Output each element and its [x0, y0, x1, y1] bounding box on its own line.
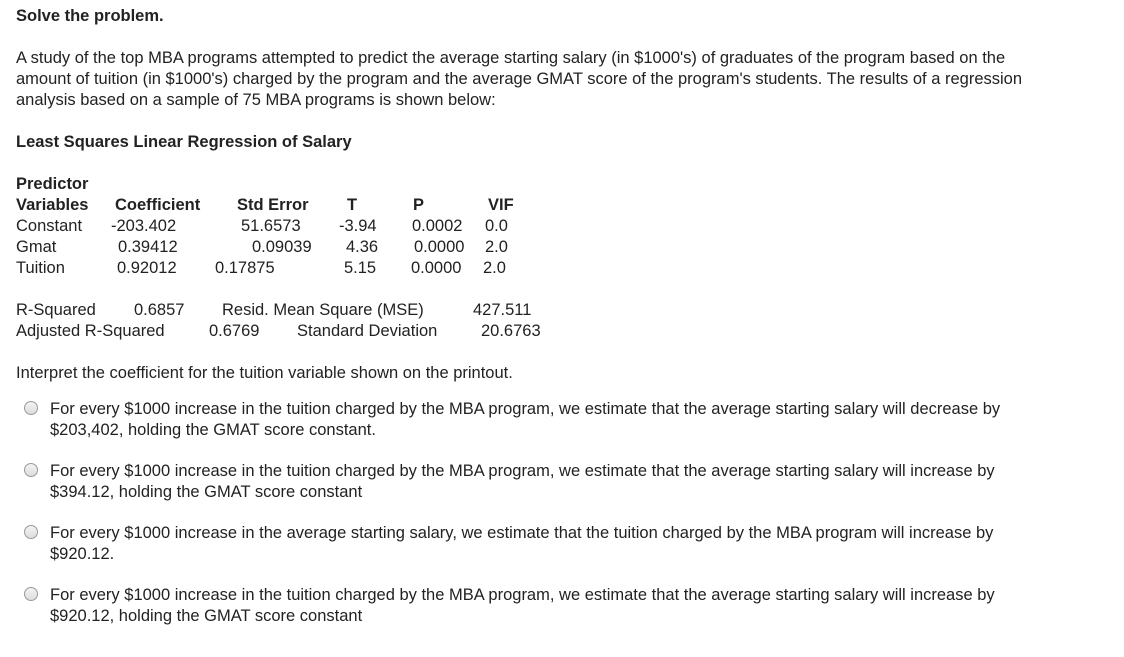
adj-r-squared-label: Adjusted R-Squared: [16, 322, 165, 340]
question-text: Interpret the coefficient for the tuition variable shown on the printout.: [16, 364, 513, 382]
table-cell: 0.39412: [118, 238, 178, 256]
intro-line: analysis based on a sample of 75 MBA programs is shown below:: [16, 91, 496, 109]
r-squared-value: 0.6857: [134, 301, 185, 319]
table-cell: 2.0: [485, 238, 508, 256]
answer-option-3[interactable]: [24, 523, 1104, 567]
answer-option-4[interactable]: [24, 585, 1104, 629]
table-cell: 0.92012: [117, 259, 177, 277]
answer-option-1[interactable]: [24, 399, 1104, 443]
mse-value: 427.511: [473, 301, 532, 319]
intro-line: amount of tuition (in $1000's) charged by the program and the average GMAT score of the program's students. The results of a regression: [16, 70, 1023, 88]
option-line: For every $1000 increase in the average starting salary, we estimate that the tuition charged by the MBA program will increase by: [50, 524, 994, 542]
header-vif: VIF: [488, 196, 514, 214]
answer-option-2[interactable]: [24, 461, 1104, 505]
radio-button[interactable]: [24, 463, 38, 477]
table-cell: 0.0002: [412, 217, 463, 235]
problem-heading: Solve the problem.: [16, 7, 164, 25]
header-t: T: [347, 196, 358, 214]
table-cell: 0.0: [485, 217, 508, 235]
adj-r-squared-value: 0.6769: [209, 322, 260, 340]
header-variables: Variables: [16, 196, 89, 214]
table-cell: Tuition: [16, 259, 65, 277]
table-cell: 0.0000: [411, 259, 462, 277]
option-text: [50, 461, 1100, 503]
radio-button[interactable]: [24, 401, 38, 415]
table-cell: 0.0000: [414, 238, 465, 256]
header-std-error: Std Error: [237, 196, 309, 214]
option-text: [50, 585, 1100, 627]
std-dev-value: 20.6763: [481, 322, 541, 340]
table-cell: 2.0: [483, 259, 506, 277]
table-cell: -203.402: [111, 217, 177, 235]
regression-table: [16, 174, 576, 284]
header-coefficient: Coefficient: [115, 196, 201, 214]
mse-label: Resid. Mean Square (MSE): [222, 301, 424, 319]
std-dev-label: Standard Deviation: [297, 322, 438, 340]
regression-stats: [16, 300, 616, 344]
option-line: $394.12, holding the GMAT score constant: [50, 483, 363, 501]
option-text: [50, 523, 1100, 565]
table-title: Least Squares Linear Regression of Salary: [16, 133, 352, 151]
r-squared-label: R-Squared: [16, 301, 96, 319]
table-cell: 0.17875: [215, 259, 275, 277]
option-line: For every $1000 increase in the tuition charged by the MBA program, we estimate that the average starting salary will increase by: [50, 586, 995, 604]
option-line: For every $1000 increase in the tuition charged by the MBA program, we estimate that the average starting salary will increase by: [50, 462, 995, 480]
intro-line: A study of the top MBA programs attempted to predict the average starting salary (in $1000's) of graduates of the program based on the: [16, 49, 1006, 67]
table-cell: -3.94: [339, 217, 377, 235]
problem-intro: [16, 48, 1116, 111]
table-cell: 51.6573: [241, 217, 301, 235]
header-predictor: Predictor: [16, 175, 89, 193]
option-line: For every $1000 increase in the tuition charged by the MBA program, we estimate that the average starting salary will decrease by: [50, 400, 1001, 418]
table-cell: Gmat: [16, 238, 57, 256]
option-line: $203,402, holding the GMAT score constant.: [50, 421, 376, 439]
option-text: [50, 399, 1100, 441]
option-line: $920.12.: [50, 545, 115, 563]
radio-button[interactable]: [24, 525, 38, 539]
header-p: P: [413, 196, 425, 214]
table-cell: 0.09039: [252, 238, 312, 256]
table-cell: Constant: [16, 217, 83, 235]
table-cell: 5.15: [344, 259, 377, 277]
radio-button[interactable]: [24, 587, 38, 601]
table-cell: 4.36: [346, 238, 379, 256]
option-line: $920.12, holding the GMAT score constant: [50, 607, 363, 625]
